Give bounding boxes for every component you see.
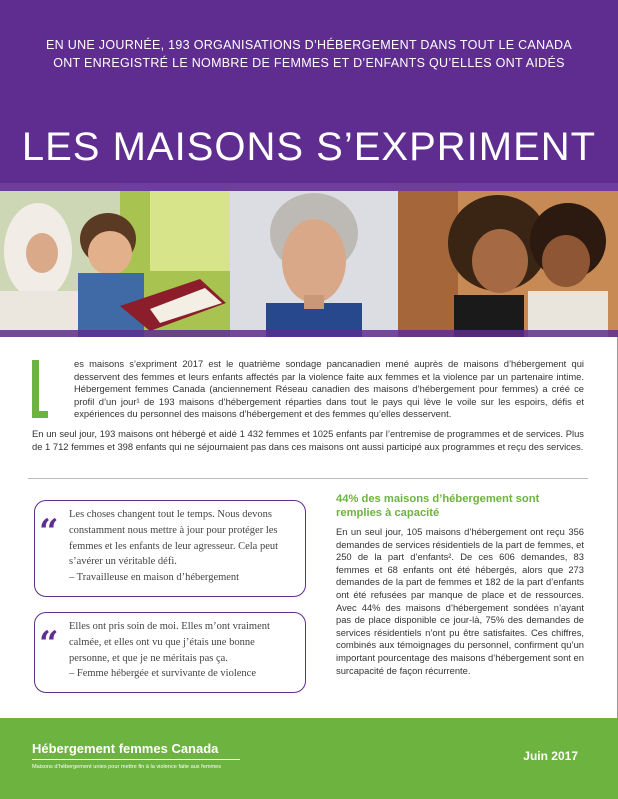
quote-body: Elles ont pris soin de moi. Elles m’ont vraiment calmée, et elles ont vu que j’étais une bonne personne, et que je ne méritais pas ça.: [69, 621, 270, 664]
quote-body: Les choses changent tout le temps. Nous devons constamment nous mettre à jour pour protéger les femmes et les enfants de leur agresseur. Cela peut s’avérer un véritable défi.: [69, 509, 279, 568]
intro-paragraph-1: es maisons s’expriment 2017 est le quatrième sondage pancanadien mené auprès de maisons d’hébergement qui desservent des femmes et leurs enfants affectés par la violence faite aux femmes et la violence par un partenaire intime. Hébergement femmes Canada (anciennement Réseau canadien des maisons d’hébergement pour femmes) a créé ce profil d’un jour¹ de 193 maisons d’hébergement réparties dans tout le pays qui lève le voile sur les espoirs, défis et expériences du personnel des maisons d’hébergement et des femmes qu’elles desservent.: [74, 358, 584, 420]
quote-text: [69, 619, 297, 682]
quote-text: [69, 507, 297, 586]
capacity-section: [336, 492, 584, 677]
older-woman-portrait-photo: [230, 191, 398, 337]
org-logo-name: Hébergement femmes Canada: [32, 741, 219, 756]
quote-attribution: – Femme hébergée et survivante de violence: [69, 668, 256, 680]
footer-banner: [0, 718, 618, 799]
section-divider: [28, 478, 588, 479]
quote-box-survivor: [34, 612, 306, 693]
photo-band: [0, 191, 618, 337]
page-title: LES MAISONS S’EXPRIMENT: [21, 125, 597, 169]
quote-attribution: – Travailleuse en maison d’hébergement: [69, 572, 240, 584]
intro-paragraph-2: En un seul jour, 193 maisons ont hébergé et aidé 1 432 femmes et 1025 enfants par l’entremise de programmes et de services. Plus de 1 712 femmes et 398 enfants qui ne séjournaient pas dans ces maisons ont aussi participé aux programmes et reçu des services.: [32, 427, 584, 452]
intro-text: [32, 358, 584, 453]
subtitle-line-1: EN UNE JOURNÉE, 193 ORGANISATIONS D’HÉBERGEMENT DANS TOUT LE CANADA: [46, 38, 572, 52]
logo-underline: [32, 759, 240, 760]
header-subtitle: [0, 36, 618, 72]
org-tagline: Maisons d’hébergement unies pour mettre fin à la violence faite aux femmes: [32, 764, 222, 770]
photo-band-bottom-strip: [0, 330, 618, 337]
quote-icon: “: [39, 624, 59, 664]
quote-box-worker: [34, 500, 306, 597]
header-banner: [0, 0, 618, 183]
header-strip: [0, 183, 618, 191]
mother-daughter-hug-photo: [398, 191, 618, 337]
publication-date: Juin 2017: [523, 749, 578, 763]
mother-child-reading-photo: [0, 191, 230, 337]
capacity-heading: 44% des maisons d’hébergement sont remplies à capacité: [336, 493, 540, 519]
capacity-body: En un seul jour, 105 maisons d’hébergement ont reçu 356 demandes de services résidentiels de la part de femmes, et 250 de la part d’enfants². De ces 606 demandes, 83 femmes et 68 enfants ont été hébergés, alors que 273 demandes de la part de femmes et 182 de la part d’enfants ont été refusées par manque de place et de ressources. Avec 44% des maisons d’hébergement sondées n’ayant pas de place disponible ce jour-là, 75% des demandes de services résidentiels n’ont pu être satisfaites. Ces chiffres, combinés aux témoignages du personnel, confirment qu’un important pourcentage des maisons d’hébergement sont en surcapacité de façon récurrente.: [336, 526, 584, 676]
subtitle-line-2: ONT ENREGISTRÉ LE NOMBRE DE FEMMES ET D’ENFANTS QU’ELLES ONT AIDÉS: [53, 56, 565, 70]
quote-icon: “: [39, 512, 59, 552]
